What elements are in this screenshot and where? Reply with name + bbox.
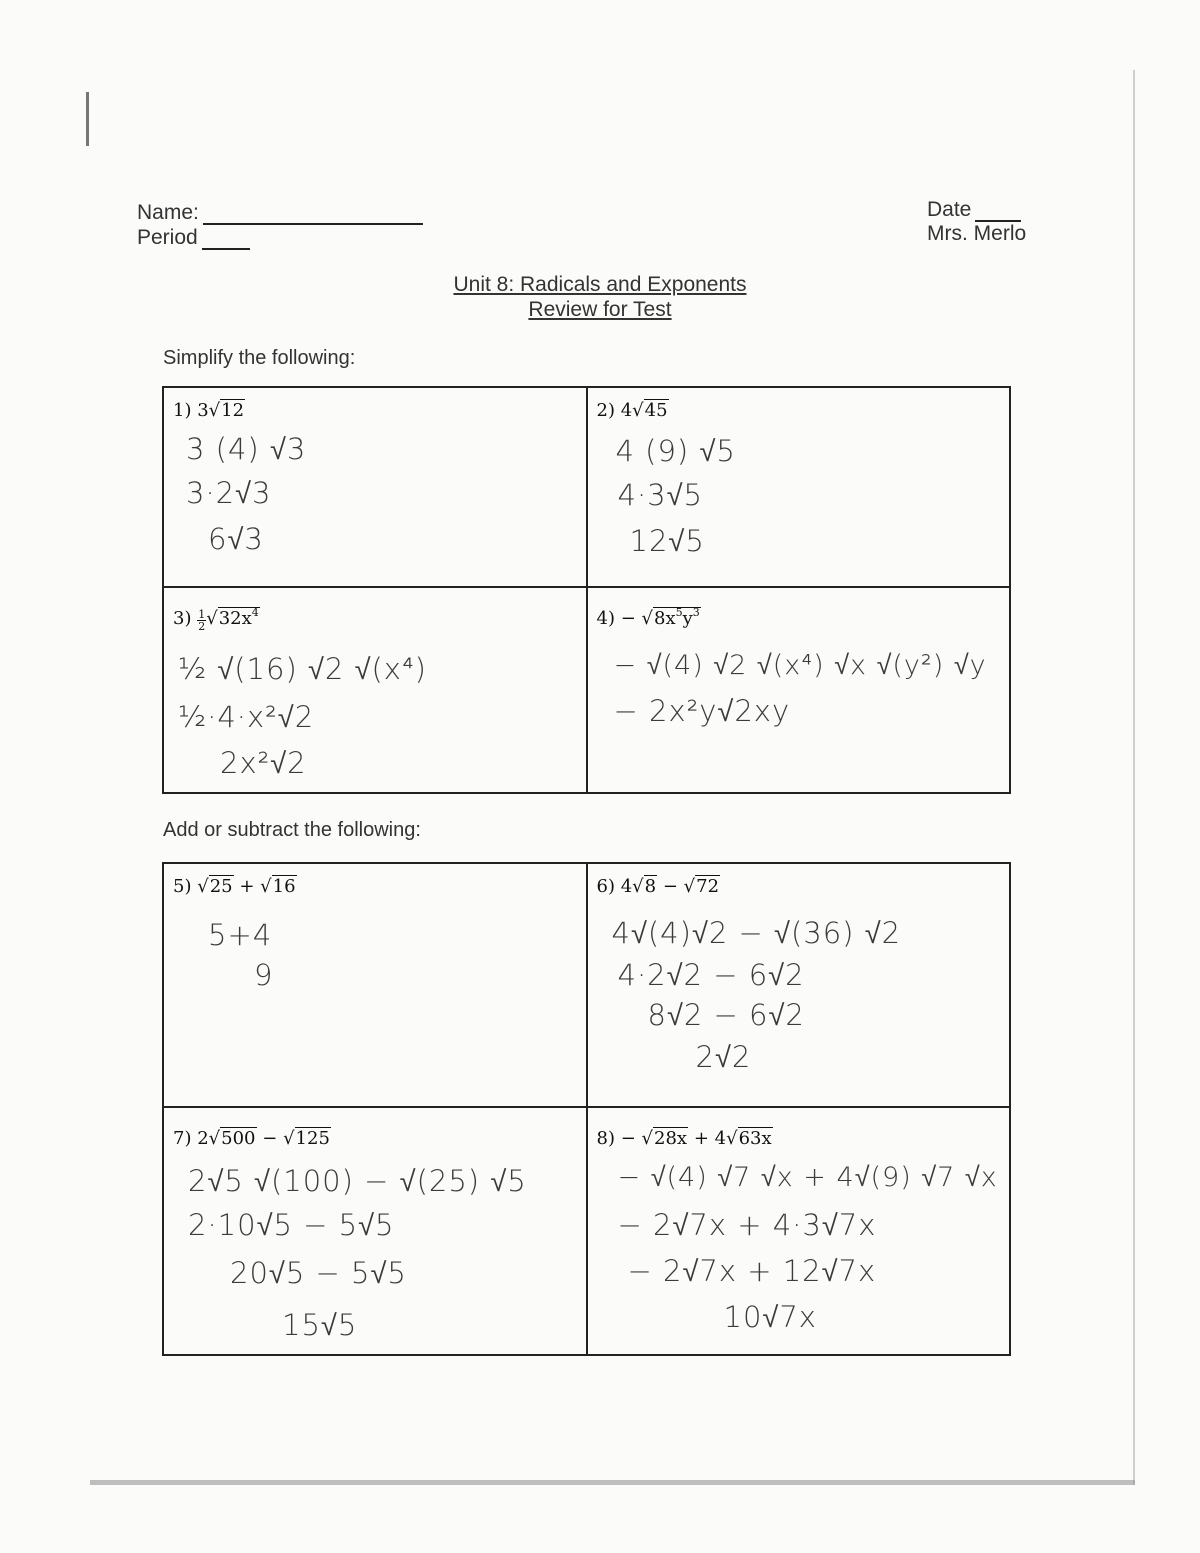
work-4-line-2: − 2x²y√2xy (613, 694, 791, 728)
name-field (137, 201, 423, 225)
work-6-line-4: 2√2 (695, 1040, 752, 1074)
work-3-line-3: 2x²√2 (220, 746, 307, 780)
work-5-line-2: 9 (254, 958, 274, 992)
work-2-line-2: 4·3√5 (617, 478, 703, 512)
problem-cell-7 (163, 1107, 587, 1355)
problem-4: $4) - √8x^5y^3$ (596, 606, 700, 629)
work-7-line-1: 2√5 √(100) − √(25) √5 (188, 1164, 527, 1198)
work-1-line-3: 6√3 (208, 522, 264, 556)
problem-2: 2) 4√45 (596, 400, 668, 421)
name-label: Name: (137, 201, 199, 224)
problem-cell-1 (163, 387, 587, 587)
problem-cell-3 (163, 587, 587, 793)
work-6-line-1: 4√(4)√2 − √(36) √2 (611, 916, 902, 950)
period-blank (202, 248, 250, 250)
section1-instruction: Simplify the following: (163, 347, 356, 369)
name-blank (203, 223, 423, 225)
problem-3: 3) $\frac{1}{2}√32x^4$ (173, 606, 259, 633)
work-3-line-2: ½·4·x²√2 (178, 700, 315, 734)
add-subtract-grid (162, 862, 1011, 1356)
work-1-line-2: 3·2√3 (186, 476, 272, 510)
date-field (927, 198, 1021, 222)
work-7-line-3: 20√5 − 5√5 (230, 1256, 407, 1290)
work-4-line-1: − √(4) √2 √(x⁴) √x √(y²) √y (613, 650, 987, 681)
work-8-line-2: − 2√7x + 4·3√7x (617, 1208, 877, 1242)
paper-edge-right (1133, 70, 1135, 1485)
scan-mark (86, 92, 89, 146)
work-8-line-1: − √(4) √7 √x + 4√(9) √7 √x (617, 1162, 998, 1193)
period-field (137, 226, 250, 250)
work-6-line-2: 4·2√2 − 6√2 (617, 958, 805, 992)
work-6-line-3: 8√2 − 6√2 (647, 998, 805, 1032)
paper-edge-bottom (90, 1480, 1135, 1485)
problem-cell-2 (587, 387, 1011, 587)
period-label: Period (137, 226, 198, 249)
work-1-line-1: 3 (4) √3 (186, 432, 307, 466)
date-label: Date (927, 198, 972, 221)
work-5-line-1: 5+4 (208, 918, 273, 952)
problem-cell-6 (587, 863, 1011, 1107)
work-2-line-1: 4 (9) √5 (615, 434, 736, 468)
work-7-line-4: 15√5 (282, 1308, 358, 1342)
work-8-line-4: 10√7x (723, 1300, 817, 1334)
problem-8: 8) − √28x + 4√63x (596, 1128, 772, 1149)
simplify-grid (162, 386, 1011, 794)
problem-cell-4 (587, 587, 1011, 793)
problem-cell-5 (163, 863, 587, 1107)
section2-instruction: Add or subtract the following: (163, 819, 421, 841)
problem-1: 1) 3√12 (173, 400, 245, 421)
work-8-line-3: − 2√7x + 12√7x (627, 1254, 877, 1288)
work-7-line-2: 2·10√5 − 5√5 (188, 1208, 395, 1242)
teacher-name: Mrs. Merlo (927, 222, 1027, 245)
problem-7: 7) 2√500 − √125 (173, 1128, 330, 1149)
work-2-line-3: 12√5 (629, 524, 705, 558)
problem-cell-8 (587, 1107, 1011, 1355)
work-3-line-1: ½ √(16) √2 √(x⁴) (178, 652, 427, 686)
worksheet-title: Unit 8: Radicals and Exponents (453, 273, 747, 296)
problem-6: 6) 4√8 − √72 (596, 876, 720, 897)
worksheet-subtitle: Review for Test (528, 298, 672, 321)
problem-5: 5) √25 + √16 (173, 876, 296, 897)
